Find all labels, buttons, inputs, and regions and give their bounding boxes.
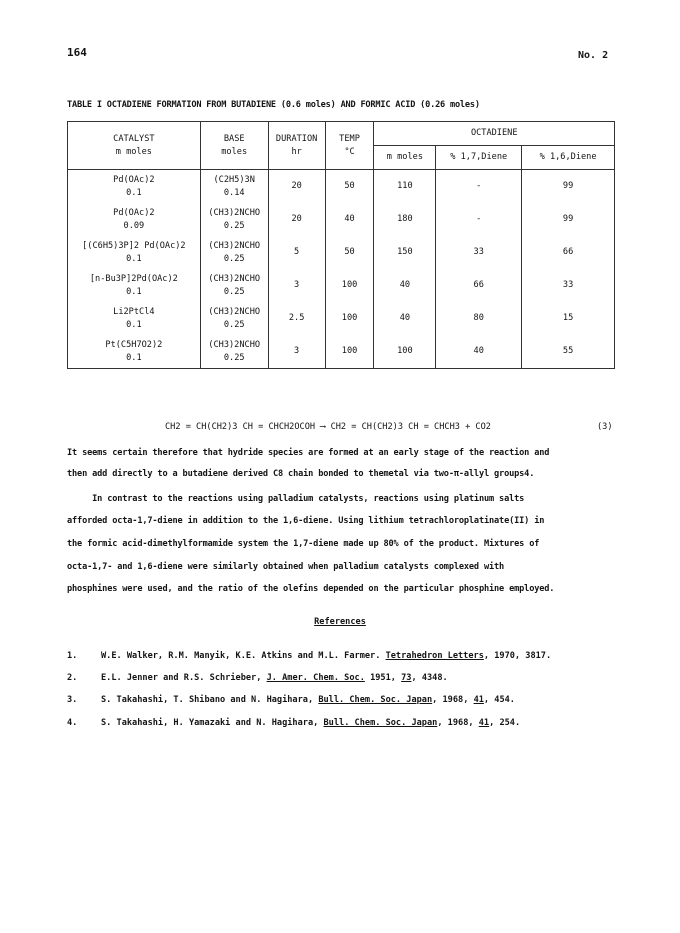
- equation-number: (3): [597, 422, 613, 432]
- table-row: [68, 236, 615, 269]
- duration-header: DURATION hr: [268, 122, 325, 170]
- duration-cell: 3: [268, 269, 325, 302]
- mmoles-cell: 40: [374, 269, 436, 302]
- temp-cell: 40: [325, 203, 374, 236]
- page-number: 164: [67, 46, 87, 59]
- diene17-cell: 66: [436, 269, 522, 302]
- catalyst-cell: [(C6H5)3P]2 Pd(OAc)2 0.1: [68, 236, 201, 269]
- table-row: [68, 302, 615, 335]
- mmoles-cell: 180: [374, 203, 436, 236]
- reference-1: 1. W.E. Walker, R.M. Manyik, K.E. Atkins and M.L. Farmer. Tetrahedron Letters, 1970, 3817.: [67, 651, 552, 661]
- base-cell: (CH3)2NCHO 0.25: [200, 203, 268, 236]
- duration-cell: 5: [268, 236, 325, 269]
- diene16-cell: 33: [522, 269, 615, 302]
- diene17-cell: -: [436, 203, 522, 236]
- temp-cell: 100: [325, 269, 374, 302]
- table-caption: TABLE I OCTADIENE FORMATION FROM BUTADIENE (0.6 moles) AND FORMIC ACID (0.26 moles): [67, 100, 480, 110]
- temp-cell: 50: [325, 170, 374, 204]
- mmoles-cell: 150: [374, 236, 436, 269]
- diene16-cell: 99: [522, 170, 615, 204]
- mmoles-subheader: m moles: [374, 146, 436, 170]
- reaction-equation: CH2 = CH(CH2)3 CH = CHCH2OCOH ⟶ CH2 = CH(CH2)3 CH = CHCH3 + CO2: [165, 422, 491, 432]
- temp-cell: 100: [325, 335, 374, 369]
- reference-2: 2. E.L. Jenner and R.S. Schrieber, J. Amer. Chem. Soc. 1951, 73, 4348.: [67, 673, 448, 683]
- catalyst-cell: Pd(OAc)2 0.09: [68, 203, 201, 236]
- table-row: [68, 170, 615, 204]
- diene16-subheader: % 1,6,Diene: [522, 146, 615, 170]
- mmoles-cell: 40: [374, 302, 436, 335]
- paragraph-line-6: octa-1,7- and 1,6-diene were similarly obtained when palladium catalysts complexed with: [67, 562, 505, 572]
- base-cell: (CH3)2NCHO 0.25: [200, 236, 268, 269]
- diene16-cell: 66: [522, 236, 615, 269]
- diene17-cell: -: [436, 170, 522, 204]
- diene16-cell: 99: [522, 203, 615, 236]
- table-row: [68, 269, 615, 302]
- diene17-cell: 80: [436, 302, 522, 335]
- base-cell: (CH3)2NCHO 0.25: [200, 302, 268, 335]
- mmoles-cell: 100: [374, 335, 436, 369]
- paragraph-line-2: then add directly to a butadiene derived C8 chain bonded to themetal via two-π-allyl groups4.: [67, 469, 535, 479]
- paragraph-line-1: It seems certain therefore that hydride species are formed at an early stage of the reaction and: [67, 448, 550, 458]
- base-cell: (CH3)2NCHO 0.25: [200, 269, 268, 302]
- octadiene-table: [67, 121, 615, 369]
- paragraph-line-5: the formic acid-dimethylformamide system the 1,7-diene made up 80% of the product. Mixtures of: [67, 539, 540, 549]
- diene16-cell: 15: [522, 302, 615, 335]
- mmoles-cell: 110: [374, 170, 436, 204]
- catalyst-cell: Pt(C5H7O2)2 0.1: [68, 335, 201, 369]
- diene17-subheader: % 1,7,Diene: [436, 146, 522, 170]
- duration-cell: 3: [268, 335, 325, 369]
- reference-3: 3. S. Takahashi, T. Shibano and N. Hagihara, Bull. Chem. Soc. Japan, 1968, 41, 454.: [67, 695, 515, 705]
- temp-cell: 50: [325, 236, 374, 269]
- issue-number: No. 2: [578, 50, 609, 61]
- diene17-cell: 33: [436, 236, 522, 269]
- table-row: [68, 203, 615, 236]
- references-title: References: [314, 617, 366, 627]
- paragraph-line-7: phosphines were used, and the ratio of the olefins depended on the particular phosphine employed.: [67, 584, 555, 594]
- base-header: BASE moles: [200, 122, 268, 170]
- table-row: [68, 335, 615, 369]
- duration-cell: 20: [268, 203, 325, 236]
- reference-4: 4. S. Takahashi, H. Yamazaki and N. Hagihara, Bull. Chem. Soc. Japan, 1968, 41, 254.: [67, 718, 521, 728]
- diene16-cell: 55: [522, 335, 615, 369]
- duration-cell: 20: [268, 170, 325, 204]
- temp-header: TEMP °C: [325, 122, 374, 170]
- duration-cell: 2.5: [268, 302, 325, 335]
- catalyst-cell: Pd(OAc)2 0.1: [68, 170, 201, 204]
- catalyst-cell: Li2PtCl4 0.1: [68, 302, 201, 335]
- paragraph-line-4: afforded octa-1,7-diene in addition to the 1,6-diene. Using lithium tetrachloroplatinate(II) in: [67, 516, 545, 526]
- base-cell: (C2H5)3N 0.14: [200, 170, 268, 204]
- octadiene-header: OCTADIENE: [374, 122, 615, 146]
- diene17-cell: 40: [436, 335, 522, 369]
- catalyst-cell: [n-Bu3P]2Pd(OAc)2 0.1: [68, 269, 201, 302]
- temp-cell: 100: [325, 302, 374, 335]
- catalyst-header: CATALYST m moles: [68, 122, 201, 170]
- paragraph-line-3: In contrast to the reactions using palladium catalysts, reactions using platinum salts: [67, 494, 525, 504]
- base-cell: (CH3)2NCHO 0.25: [200, 335, 268, 369]
